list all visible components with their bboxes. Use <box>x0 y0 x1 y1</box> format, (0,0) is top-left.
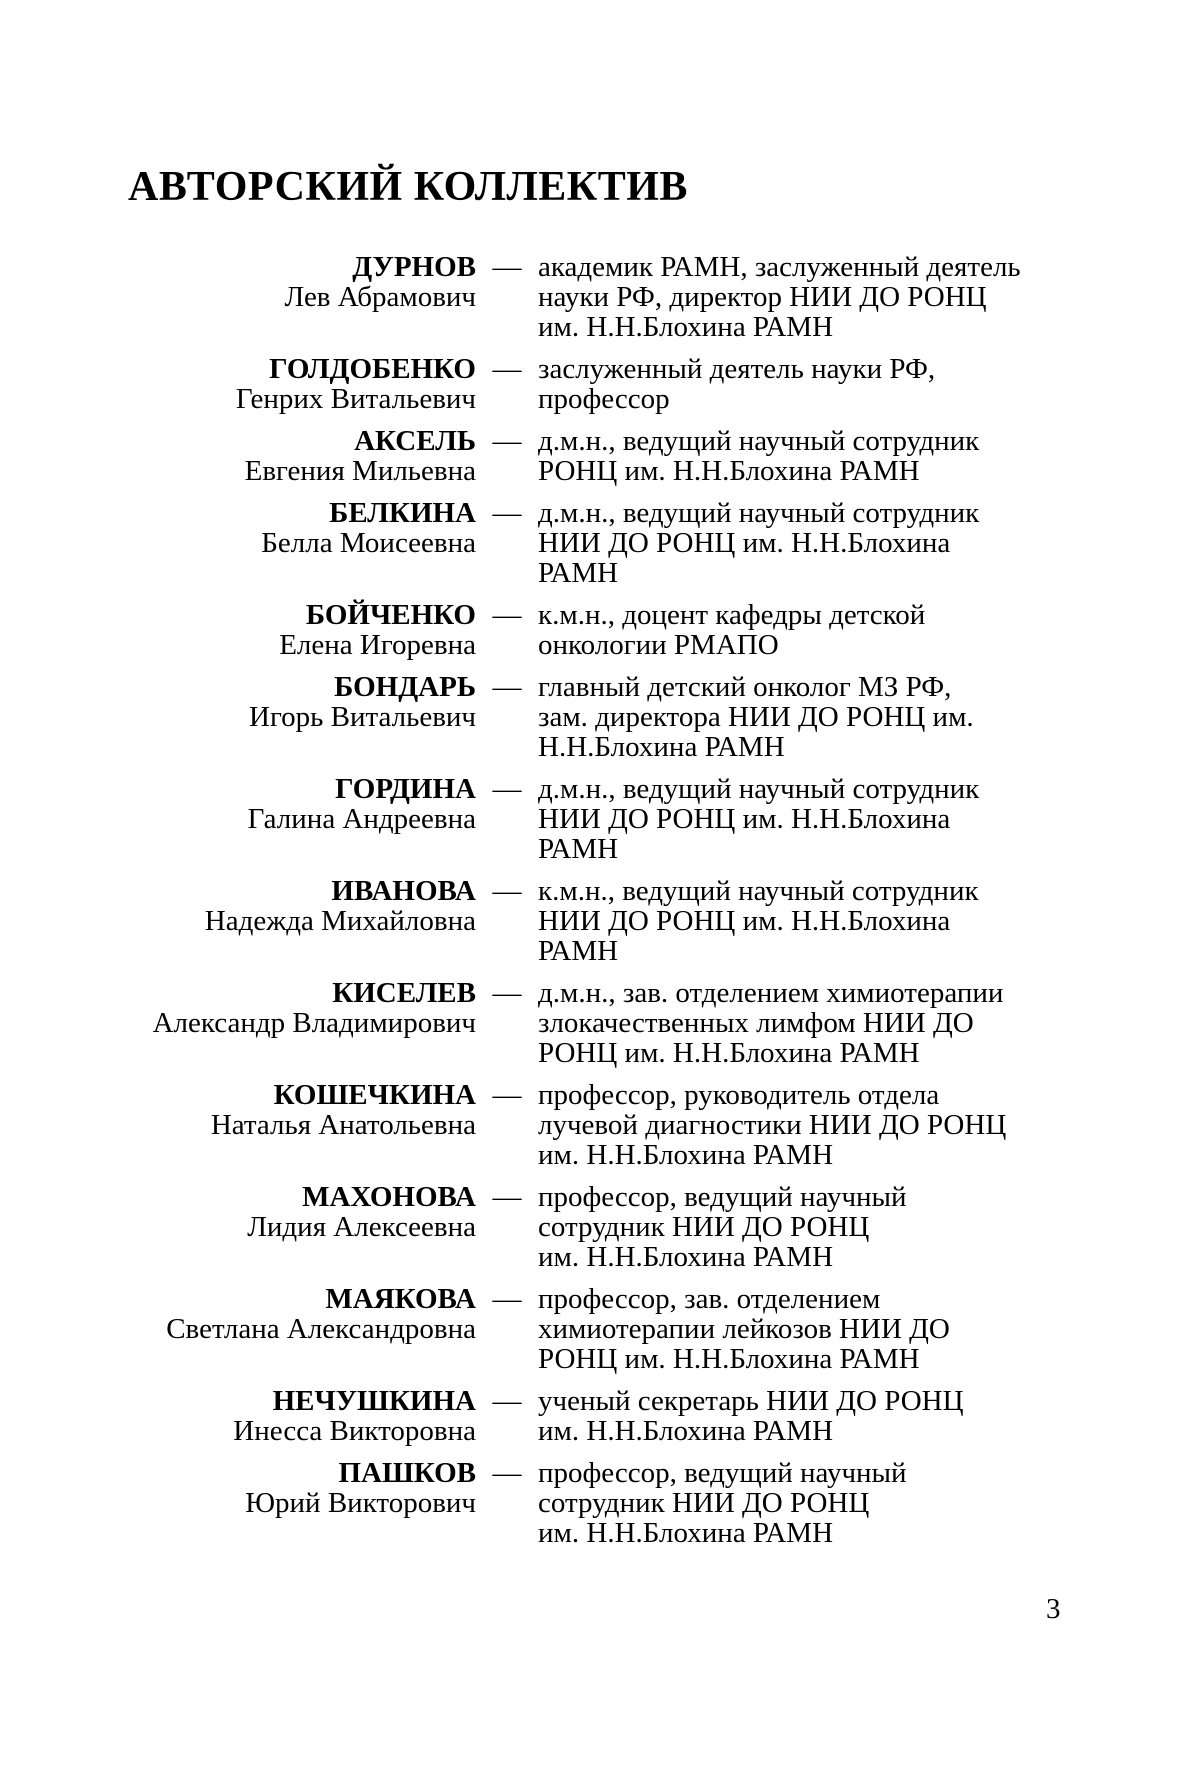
author-description-line: лучевой диагностики НИИ ДО РОНЦ <box>538 1109 1007 1141</box>
dash-separator: — <box>492 1079 522 1111</box>
dash-separator: — <box>492 977 522 1009</box>
author-entry <box>0 252 1200 342</box>
author-description-line: заслуженный деятель науки РФ, <box>538 353 936 385</box>
author-description-line: им. Н.Н.Блохина РАМН <box>538 1139 834 1171</box>
author-given-name: Белла Моисеевна <box>261 527 476 559</box>
author-description <box>538 1284 1078 1374</box>
author-entry <box>0 600 1200 660</box>
author-name-block <box>0 978 476 1038</box>
author-description-line: сотрудник НИИ ДО РОНЦ <box>538 1487 870 1519</box>
author-given-name: Игорь Витальевич <box>249 701 476 733</box>
author-given-name: Александр Владимирович <box>152 1007 476 1039</box>
author-description <box>538 600 1078 660</box>
dash-separator: — <box>492 1385 522 1417</box>
dash-separator: — <box>492 425 522 457</box>
author-description-line: РОНЦ им. Н.Н.Блохина РАМН <box>538 455 920 487</box>
author-name-block <box>0 1284 476 1344</box>
author-description-line: профессор, ведущий научный <box>538 1457 907 1489</box>
dash-separator: — <box>492 599 522 631</box>
author-given-name: Галина Андреевна <box>247 803 476 835</box>
author-entry <box>0 498 1200 588</box>
author-entry <box>0 1458 1200 1548</box>
author-given-name: Елена Игоревна <box>279 629 476 661</box>
author-name-block <box>0 774 476 834</box>
author-description <box>538 774 1078 864</box>
author-description <box>538 252 1078 342</box>
dash-separator: — <box>492 353 522 385</box>
author-description-line: им. Н.Н.Блохина РАМН <box>538 1415 834 1447</box>
author-description-line: к.м.н., ведущий научный сотрудник <box>538 875 979 907</box>
author-entry <box>0 1386 1200 1446</box>
author-description-line: им. Н.Н.Блохина РАМН <box>538 311 834 343</box>
author-description-line: химиотерапии лейкозов НИИ ДО <box>538 1313 950 1345</box>
author-given-name: Надежда Михайловна <box>204 905 476 937</box>
author-entry <box>0 978 1200 1068</box>
author-given-name: Лидия Алексеевна <box>247 1211 476 1243</box>
author-description-line: НИИ ДО РОНЦ им. Н.Н.Блохина <box>538 905 951 937</box>
author-surname: НЕЧУШКИНА <box>272 1385 476 1417</box>
author-entry <box>0 354 1200 414</box>
author-given-name: Инесса Викторовна <box>233 1415 476 1447</box>
dash-separator: — <box>492 671 522 703</box>
author-given-name: Лев Абрамович <box>284 281 476 313</box>
author-description <box>538 354 1078 414</box>
author-description-line: д.м.н., зав. отделением химиотерапии <box>538 977 1004 1009</box>
author-surname: МАХОНОВА <box>302 1181 476 1213</box>
author-description-line: РОНЦ им. Н.Н.Блохина РАМН <box>538 1037 920 1069</box>
author-given-name: Генрих Витальевич <box>235 383 476 415</box>
author-description-line: профессор, руководитель отдела <box>538 1079 940 1111</box>
author-given-name: Юрий Викторович <box>245 1487 476 1519</box>
author-description-line: академик РАМН, заслуженный деятель <box>538 251 1021 283</box>
author-name-block <box>0 1386 476 1446</box>
author-description-line: РАМН <box>538 833 619 865</box>
author-description <box>538 978 1078 1068</box>
author-given-name: Евгения Мильевна <box>244 455 476 487</box>
author-name-block <box>0 1182 476 1242</box>
author-entry <box>0 672 1200 762</box>
author-name-block <box>0 498 476 558</box>
dash-separator: — <box>492 497 522 529</box>
author-entry <box>0 1080 1200 1170</box>
author-description-line: злокачественных лимфом НИИ ДО <box>538 1007 974 1039</box>
author-description-line: ученый секретарь НИИ ДО РОНЦ <box>538 1385 964 1417</box>
author-description <box>538 1182 1078 1272</box>
author-name-block <box>0 1080 476 1140</box>
author-description-line: РАМН <box>538 935 619 967</box>
author-description-line: НИИ ДО РОНЦ им. Н.Н.Блохина <box>538 803 951 835</box>
author-description-line: РОНЦ им. Н.Н.Блохина РАМН <box>538 1343 920 1375</box>
author-entry <box>0 1284 1200 1374</box>
author-surname: ПАШКОВ <box>338 1457 476 1489</box>
author-entry <box>0 1182 1200 1272</box>
author-surname: ГОЛДОБЕНКО <box>269 353 476 385</box>
author-surname: КОШЕЧКИНА <box>273 1079 476 1111</box>
author-surname: БОЙЧЕНКО <box>305 599 476 631</box>
dash-separator: — <box>492 773 522 805</box>
author-name-block <box>0 876 476 936</box>
author-surname: БОНДАРЬ <box>334 671 476 703</box>
author-description-line: профессор <box>538 383 670 415</box>
author-surname: МАЯКОВА <box>325 1283 476 1315</box>
author-entry <box>0 426 1200 486</box>
author-description <box>538 498 1078 588</box>
author-description-line: Н.Н.Блохина РАМН <box>538 731 785 763</box>
author-description-line: им. Н.Н.Блохина РАМН <box>538 1241 834 1273</box>
author-description-line: профессор, ведущий научный <box>538 1181 907 1213</box>
author-entry <box>0 876 1200 966</box>
author-name-block <box>0 354 476 414</box>
author-name-block <box>0 600 476 660</box>
dash-separator: — <box>492 1457 522 1489</box>
author-name-block <box>0 1458 476 1518</box>
dash-separator: — <box>492 1283 522 1315</box>
author-description-line: д.м.н., ведущий научный сотрудник <box>538 497 980 529</box>
author-description <box>538 1458 1078 1548</box>
author-description-line: профессор, зав. отделением <box>538 1283 881 1315</box>
author-surname: АКСЕЛЬ <box>354 425 476 457</box>
author-description-line: д.м.н., ведущий научный сотрудник <box>538 773 980 805</box>
author-name-block <box>0 426 476 486</box>
author-surname: ИВАНОВА <box>331 875 476 907</box>
author-description-line: РАМН <box>538 557 619 589</box>
author-description-line: онкологии РМАПО <box>538 629 779 661</box>
authors-list <box>0 252 1200 1560</box>
author-given-name: Светлана Александровна <box>166 1313 476 1345</box>
dash-separator: — <box>492 251 522 283</box>
author-surname: БЕЛКИНА <box>329 497 476 529</box>
author-description-line: НИИ ДО РОНЦ им. Н.Н.Блохина <box>538 527 951 559</box>
dash-separator: — <box>492 875 522 907</box>
author-surname: КИСЕЛЕВ <box>332 977 476 1009</box>
page-number: 3 <box>1046 1593 1061 1625</box>
author-description <box>538 426 1078 486</box>
author-description <box>538 876 1078 966</box>
author-description-line: сотрудник НИИ ДО РОНЦ <box>538 1211 870 1243</box>
author-surname: ГОРДИНА <box>335 773 476 805</box>
author-given-name: Наталья Анатольевна <box>210 1109 476 1141</box>
author-description-line: им. Н.Н.Блохина РАМН <box>538 1517 834 1549</box>
author-entry <box>0 774 1200 864</box>
author-description-line: д.м.н., ведущий научный сотрудник <box>538 425 980 457</box>
author-description <box>538 1080 1078 1170</box>
author-description-line: к.м.н., доцент кафедры детской <box>538 599 926 631</box>
author-description-line: зам. директора НИИ ДО РОНЦ им. <box>538 701 974 733</box>
author-surname: ДУРНОВ <box>352 251 476 283</box>
author-description-line: науки РФ, директор НИИ ДО РОНЦ <box>538 281 987 313</box>
author-name-block <box>0 252 476 312</box>
dash-separator: — <box>492 1181 522 1213</box>
author-description-line: главный детский онколог МЗ РФ, <box>538 671 952 703</box>
author-description <box>538 672 1078 762</box>
page-title: АВТОРСКИЙ КОЛЛЕКТИВ <box>128 164 688 210</box>
author-name-block <box>0 672 476 732</box>
author-description <box>538 1386 1078 1446</box>
